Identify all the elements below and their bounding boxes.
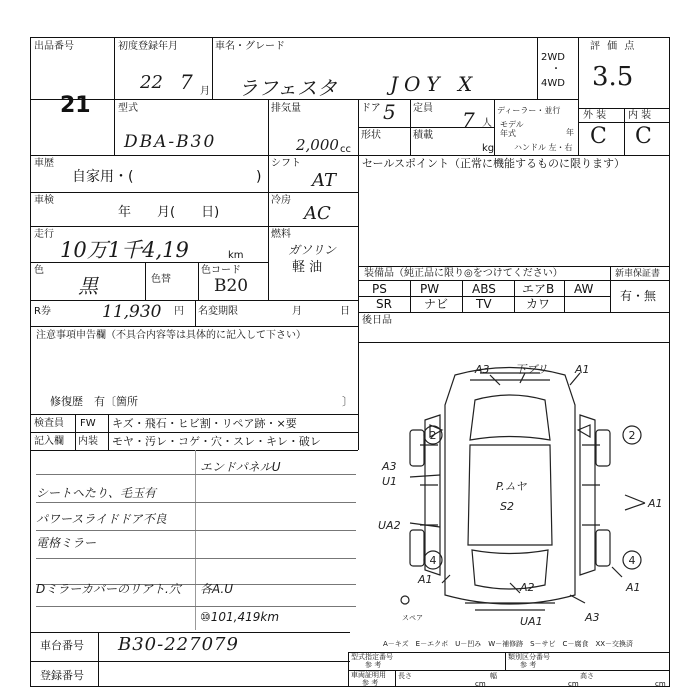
- usage-close: ): [256, 169, 262, 185]
- equipment-item: AW: [574, 282, 594, 296]
- car-damage-diagram: [360, 345, 670, 635]
- recycle-unit: 円: [174, 306, 184, 317]
- first-registration-year: 22: [140, 72, 163, 93]
- note-power-slide-door: パワースライドドア不良: [36, 512, 167, 526]
- recycle-value: 11,930: [102, 302, 162, 322]
- category-ref: 参 考: [520, 661, 537, 669]
- displacement-label: 排気量: [271, 103, 301, 114]
- after-items-label: 後日品: [362, 315, 392, 326]
- interior-items: モヤ・汚レ・コゲ・穴・スレ・キレ・破レ: [112, 435, 321, 448]
- dealer-label: ディーラー・並行: [497, 106, 561, 115]
- drive-4wd: 4WD: [541, 78, 565, 89]
- score-value: 3.5: [592, 62, 634, 92]
- car-grade: JOY X: [390, 72, 479, 96]
- capacity-unit: 人: [482, 118, 492, 129]
- color-change-label: 色替: [151, 274, 171, 285]
- diagram-label-a3-rear: A3: [585, 611, 600, 624]
- drive-2wd: 2WD: [541, 52, 565, 63]
- shape-label: 形状: [361, 130, 381, 141]
- type-designation-label: 型式指定番号: [351, 653, 393, 661]
- fuel-value: ガソリン: [288, 243, 337, 257]
- width-label: 幅: [490, 672, 497, 680]
- length-label: 長さ: [398, 672, 412, 680]
- name-change-day: 日: [340, 306, 350, 317]
- diagram-label-a1-front: A1: [575, 363, 590, 376]
- length-unit: cm: [475, 680, 486, 688]
- first-registration-month-unit: 月: [200, 86, 210, 97]
- usage-value: 自家用・(: [72, 169, 134, 185]
- note-mirror: 電格ミラー: [36, 536, 97, 550]
- usage-label: 車歴: [34, 158, 54, 169]
- car-name-label: 車名・グレード: [215, 41, 285, 52]
- handle-label: ハンドル 左・右: [514, 143, 573, 152]
- ac-value: AC: [304, 203, 331, 224]
- fuel-label: 燃料: [271, 229, 291, 240]
- equipment-item: エアB: [522, 282, 555, 296]
- mileage-label: 走行: [34, 229, 54, 240]
- diagram-circle-rl: 4: [429, 554, 437, 567]
- name-change-month: 月: [292, 306, 302, 317]
- diagram-circle-rr: 4: [628, 554, 636, 567]
- warranty-label: 新車保証書: [615, 269, 661, 279]
- sales-point-label: セールスポイント（正常に機能するものに限ります）: [362, 157, 626, 170]
- equipment-item: ナビ: [424, 297, 449, 311]
- equipment-item: カワ: [526, 297, 551, 311]
- mileage-unit: km: [228, 250, 244, 261]
- inspector-label: 検査員: [34, 418, 64, 429]
- diagram-label-a3-front: A3: [475, 363, 490, 376]
- equipment-item: ABS: [472, 282, 496, 296]
- diagram-label-s2: S2: [500, 500, 514, 513]
- diagram-label-u1-left: U1: [382, 475, 398, 488]
- load-unit: kg: [482, 143, 495, 154]
- diagram-circle-fr: 2: [628, 429, 636, 442]
- inspection-value: 年 月( 日): [118, 205, 220, 220]
- interior-label: 内 装: [628, 110, 652, 121]
- car-name: ラフェスタ: [238, 76, 337, 100]
- interior-short-label: 内装: [78, 436, 98, 447]
- score-label: 評 価 点: [590, 41, 637, 52]
- diagram-label-a3-left: A3: [382, 460, 397, 473]
- diagram-circle-fl: 2: [429, 429, 437, 442]
- exterior-grade: C: [590, 124, 607, 149]
- repair-history-label: 修復歴 有〔箇所: [50, 395, 138, 408]
- color-value: 黒: [78, 274, 98, 298]
- diagram-label-ua1: UA1: [520, 615, 543, 628]
- drive-separator: ・: [551, 64, 561, 75]
- capacity-value: 7: [462, 108, 475, 132]
- vehicle-cert-label: 車両証明用: [351, 671, 386, 679]
- lot-number-label: 出品番号: [34, 41, 74, 52]
- note-end-panel: エンドパネルU: [200, 460, 281, 474]
- load-label: 積載: [413, 130, 433, 141]
- fw-items: キズ・飛石・ヒビ割・リペア跡・×要: [112, 417, 297, 430]
- interior-grade: C: [635, 124, 652, 149]
- lot-number: 21: [60, 93, 91, 118]
- fw-label: FW: [80, 418, 96, 429]
- equipment-item: TV: [476, 297, 492, 311]
- chassis-label: 車台番号: [40, 639, 84, 652]
- capacity-label: 定員: [413, 103, 433, 114]
- color-label: 色: [34, 265, 44, 276]
- registration-label: 登録番号: [40, 669, 84, 682]
- category-label: 類別区分番号: [508, 653, 550, 661]
- first-registration-month: 7: [180, 70, 193, 94]
- model-year-unit: 年: [566, 128, 574, 137]
- equipment-item: PS: [372, 282, 387, 296]
- fuel-value-2: 軽 油: [292, 260, 323, 275]
- diagram-label-a1-rear-right: A1: [626, 581, 641, 594]
- height-unit: cm: [655, 680, 666, 688]
- color-code-value: B20: [214, 276, 249, 296]
- exterior-label: 外 装: [583, 110, 607, 121]
- mileage-value: 10万1千4,19: [60, 238, 189, 262]
- width-unit: cm: [568, 680, 579, 688]
- repair-history-close: 〕: [342, 395, 353, 408]
- diagram-label-ua2-left: UA2: [378, 519, 401, 532]
- diagram-label-a1-rear-left: A1: [418, 573, 433, 586]
- displacement-unit: cc: [340, 144, 351, 155]
- vehicle-cert-ref: 参 考: [362, 679, 379, 687]
- diagram-label-under: 下ブリ: [515, 363, 548, 376]
- type-designation-ref: 参 考: [365, 661, 382, 669]
- diagram-label-pmuya: P.ムヤ: [496, 480, 527, 493]
- name-change-label: 名変期限: [198, 306, 238, 317]
- model-year-label: モデル 年式: [500, 120, 524, 138]
- recycle-label: R券: [34, 306, 51, 317]
- inspection-label: 車検: [34, 195, 54, 206]
- spare-label: スペア: [402, 614, 423, 622]
- color-code-label: 色コード: [201, 265, 241, 276]
- chassis-value: B30-227079: [118, 634, 239, 655]
- note-mirror-cover: Dミラーカバーのリアト.穴: [36, 582, 181, 596]
- model-value: DBA-B30: [124, 132, 217, 152]
- shift-label: シフト: [271, 158, 301, 169]
- warranty-value: 有・無: [620, 289, 657, 303]
- note-mileage: ⑩101,419km: [200, 610, 280, 624]
- doors-value: 5: [383, 100, 396, 124]
- declaration-label: 注意事項申告欄（不具合内容等は具体的に記入して下さい）: [36, 330, 306, 341]
- writer-label: 記入欄: [34, 436, 64, 447]
- equipment-item: SR: [376, 297, 392, 311]
- first-registration-label: 初度登録年月: [118, 41, 178, 52]
- note-each-au: 各A.U: [200, 582, 234, 596]
- note-seat: シートヘたり、毛玉有: [36, 486, 157, 500]
- shift-value: AT: [312, 170, 337, 191]
- equipment-label: 装備品（純正品に限り◎をつけてください）: [364, 268, 563, 279]
- diagram-label-a2: A2: [520, 581, 535, 594]
- height-label: 高さ: [580, 672, 594, 680]
- model-label: 型式: [118, 103, 138, 114]
- doors-label: ドア: [361, 103, 381, 114]
- damage-legend: A－キズ E－エクボ U－凹み W－補修跡 S－サビ C－腐食 XX－交換済: [383, 640, 634, 648]
- equipment-item: PW: [420, 282, 440, 296]
- diagram-label-a1-right: A1: [648, 497, 663, 510]
- ac-label: 冷房: [271, 195, 291, 206]
- displacement-value: 2,000: [296, 136, 339, 154]
